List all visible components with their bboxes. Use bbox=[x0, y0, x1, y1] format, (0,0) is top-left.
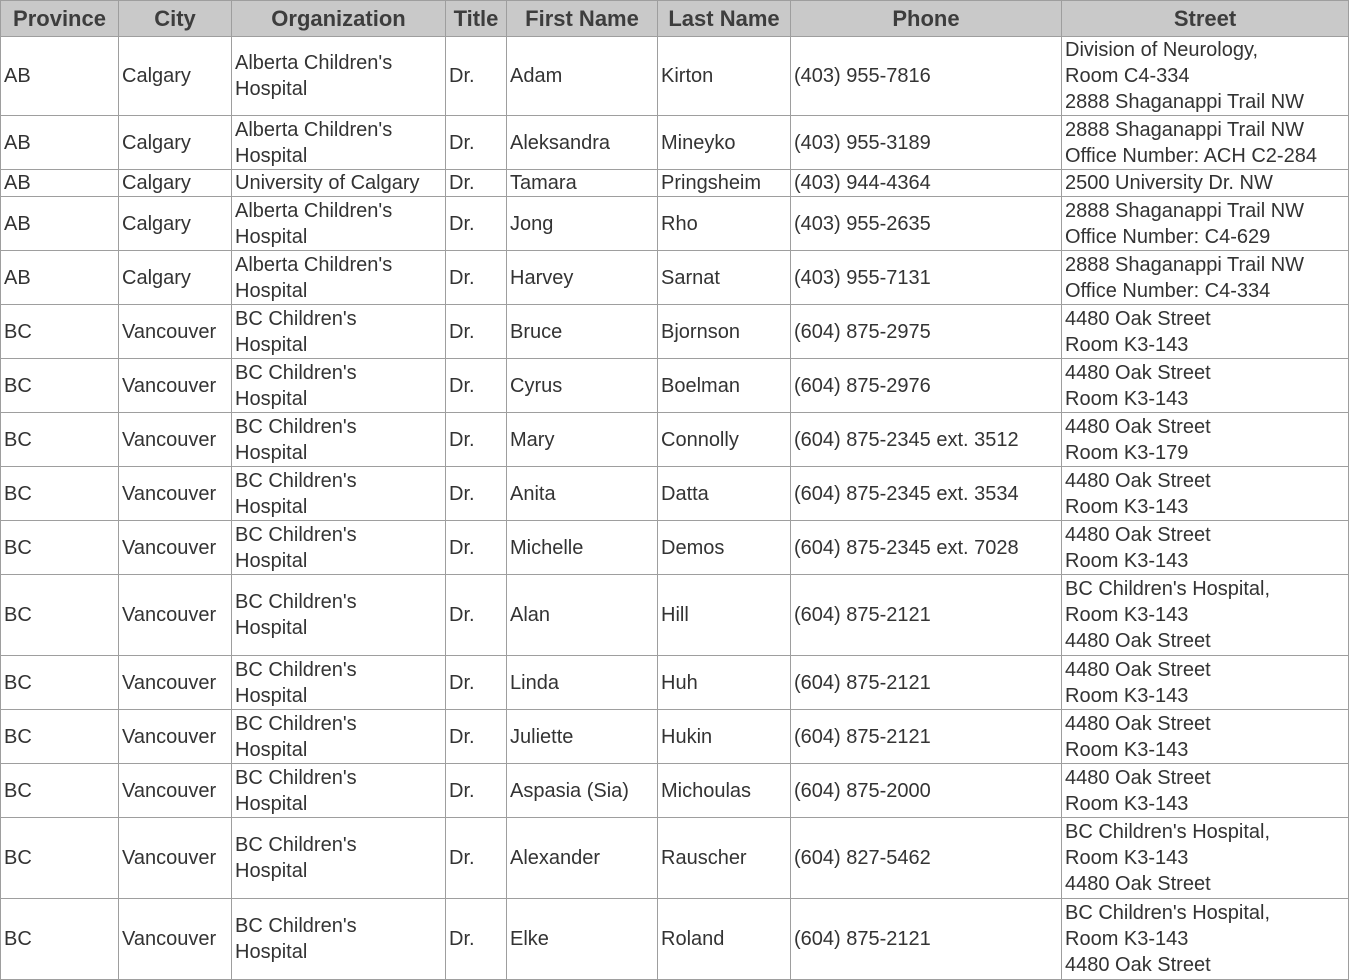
last-name-cell: Rauscher bbox=[658, 818, 791, 899]
last-name-cell: Hukin bbox=[658, 710, 791, 764]
phone-cell: (604) 875-2000 bbox=[791, 764, 1062, 818]
city-cell: Vancouver bbox=[119, 575, 232, 656]
table-row[interactable] bbox=[1, 359, 1349, 413]
first-name-cell: Bruce bbox=[507, 305, 658, 359]
phone-cell: (604) 875-2976 bbox=[791, 359, 1062, 413]
table-body bbox=[1, 37, 1349, 980]
province-cell: AB bbox=[1, 197, 119, 251]
city-cell: Vancouver bbox=[119, 710, 232, 764]
last-name-cell: Roland bbox=[658, 899, 791, 980]
city-cell: Calgary bbox=[119, 251, 232, 305]
city-cell: Vancouver bbox=[119, 467, 232, 521]
last-name-cell: Connolly bbox=[658, 413, 791, 467]
phone-cell: (403) 955-7131 bbox=[791, 251, 1062, 305]
phone-cell: (604) 875-2345 ext. 7028 bbox=[791, 521, 1062, 575]
title-cell: Dr. bbox=[446, 467, 507, 521]
table-row[interactable] bbox=[1, 656, 1349, 710]
street-cell: 4480 Oak Street Room K3-143 bbox=[1062, 521, 1349, 575]
city-cell: Vancouver bbox=[119, 818, 232, 899]
table-row[interactable] bbox=[1, 575, 1349, 656]
title-cell: Dr. bbox=[446, 899, 507, 980]
organization-cell: BC Children's Hospital bbox=[232, 413, 446, 467]
title-cell: Dr. bbox=[446, 521, 507, 575]
column-header-province[interactable]: Province bbox=[1, 1, 119, 37]
last-name-cell: Bjornson bbox=[658, 305, 791, 359]
table-row[interactable] bbox=[1, 710, 1349, 764]
street-cell: BC Children's Hospital, Room K3-143 4480 Oak Street bbox=[1062, 818, 1349, 899]
table-row[interactable] bbox=[1, 467, 1349, 521]
title-cell: Dr. bbox=[446, 251, 507, 305]
province-cell: AB bbox=[1, 170, 119, 197]
first-name-cell: Tamara bbox=[507, 170, 658, 197]
table-row[interactable] bbox=[1, 818, 1349, 899]
phone-cell: (403) 955-2635 bbox=[791, 197, 1062, 251]
organization-cell: Alberta Children's Hospital bbox=[232, 116, 446, 170]
title-cell: Dr. bbox=[446, 710, 507, 764]
street-cell: Division of Neurology, Room C4-334 2888 Shaganappi Trail NW bbox=[1062, 37, 1349, 116]
table-row[interactable] bbox=[1, 413, 1349, 467]
title-cell: Dr. bbox=[446, 170, 507, 197]
table-row[interactable] bbox=[1, 37, 1349, 116]
first-name-cell: Michelle bbox=[507, 521, 658, 575]
street-cell: BC Children's Hospital, Room K3-143 4480 Oak Street bbox=[1062, 575, 1349, 656]
street-cell: 4480 Oak Street Room K3-143 bbox=[1062, 656, 1349, 710]
title-cell: Dr. bbox=[446, 818, 507, 899]
city-cell: Vancouver bbox=[119, 305, 232, 359]
phone-cell: (604) 875-2121 bbox=[791, 656, 1062, 710]
last-name-cell: Boelman bbox=[658, 359, 791, 413]
organization-cell: BC Children's Hospital bbox=[232, 656, 446, 710]
street-cell: 4480 Oak Street Room K3-143 bbox=[1062, 764, 1349, 818]
last-name-cell: Sarnat bbox=[658, 251, 791, 305]
city-cell: Vancouver bbox=[119, 656, 232, 710]
organization-cell: BC Children's Hospital bbox=[232, 818, 446, 899]
phone-cell: (604) 875-2975 bbox=[791, 305, 1062, 359]
phone-cell: (604) 875-2345 ext. 3512 bbox=[791, 413, 1062, 467]
organization-cell: BC Children's Hospital bbox=[232, 359, 446, 413]
table-row[interactable] bbox=[1, 764, 1349, 818]
table-row[interactable] bbox=[1, 305, 1349, 359]
table-row[interactable] bbox=[1, 197, 1349, 251]
organization-cell: BC Children's Hospital bbox=[232, 521, 446, 575]
phone-cell: (403) 955-7816 bbox=[791, 37, 1062, 116]
province-cell: BC bbox=[1, 656, 119, 710]
column-header-title[interactable]: Title bbox=[446, 1, 507, 37]
street-cell: 4480 Oak Street Room K3-143 bbox=[1062, 359, 1349, 413]
city-cell: Vancouver bbox=[119, 359, 232, 413]
last-name-cell: Huh bbox=[658, 656, 791, 710]
street-cell: 2888 Shaganappi Trail NW Office Number: C4-629 bbox=[1062, 197, 1349, 251]
province-cell: AB bbox=[1, 116, 119, 170]
organization-cell: BC Children's Hospital bbox=[232, 710, 446, 764]
first-name-cell: Cyrus bbox=[507, 359, 658, 413]
first-name-cell: Alexander bbox=[507, 818, 658, 899]
header-row bbox=[1, 1, 1349, 37]
street-cell: 4480 Oak Street Room K3-143 bbox=[1062, 467, 1349, 521]
organization-cell: BC Children's Hospital bbox=[232, 467, 446, 521]
city-cell: Calgary bbox=[119, 170, 232, 197]
street-cell: 4480 Oak Street Room K3-143 bbox=[1062, 710, 1349, 764]
column-header-organization[interactable]: Organization bbox=[232, 1, 446, 37]
last-name-cell: Hill bbox=[658, 575, 791, 656]
city-cell: Vancouver bbox=[119, 413, 232, 467]
last-name-cell: Demos bbox=[658, 521, 791, 575]
city-cell: Vancouver bbox=[119, 764, 232, 818]
street-cell: 4480 Oak Street Room K3-179 bbox=[1062, 413, 1349, 467]
last-name-cell: Pringsheim bbox=[658, 170, 791, 197]
city-cell: Calgary bbox=[119, 197, 232, 251]
last-name-cell: Michoulas bbox=[658, 764, 791, 818]
province-cell: AB bbox=[1, 251, 119, 305]
street-cell: 4480 Oak Street Room K3-143 bbox=[1062, 305, 1349, 359]
title-cell: Dr. bbox=[446, 305, 507, 359]
first-name-cell: Harvey bbox=[507, 251, 658, 305]
organization-cell: Alberta Children's Hospital bbox=[232, 37, 446, 116]
last-name-cell: Datta bbox=[658, 467, 791, 521]
title-cell: Dr. bbox=[446, 359, 507, 413]
first-name-cell: Linda bbox=[507, 656, 658, 710]
organization-cell: BC Children's Hospital bbox=[232, 764, 446, 818]
last-name-cell: Rho bbox=[658, 197, 791, 251]
first-name-cell: Aspasia (Sia) bbox=[507, 764, 658, 818]
table-row[interactable] bbox=[1, 170, 1349, 197]
first-name-cell: Mary bbox=[507, 413, 658, 467]
title-cell: Dr. bbox=[446, 116, 507, 170]
table-row[interactable] bbox=[1, 116, 1349, 170]
column-header-first-name[interactable]: First Name bbox=[507, 1, 658, 37]
province-cell: BC bbox=[1, 467, 119, 521]
street-cell: BC Children's Hospital, Room K3-143 4480 Oak Street bbox=[1062, 899, 1349, 980]
organization-cell: Alberta Children's Hospital bbox=[232, 197, 446, 251]
city-cell: Vancouver bbox=[119, 899, 232, 980]
province-cell: BC bbox=[1, 764, 119, 818]
province-cell: BC bbox=[1, 305, 119, 359]
street-cell: 2888 Shaganappi Trail NW Office Number: C4-334 bbox=[1062, 251, 1349, 305]
phone-cell: (604) 875-2121 bbox=[791, 710, 1062, 764]
province-cell: BC bbox=[1, 413, 119, 467]
column-header-street[interactable]: Street bbox=[1062, 1, 1349, 37]
phone-cell: (403) 955-3189 bbox=[791, 116, 1062, 170]
province-cell: BC bbox=[1, 899, 119, 980]
table-row[interactable] bbox=[1, 521, 1349, 575]
phone-cell: (604) 827-5462 bbox=[791, 818, 1062, 899]
column-header-city[interactable]: City bbox=[119, 1, 232, 37]
organization-cell: BC Children's Hospital bbox=[232, 575, 446, 656]
table-row[interactable] bbox=[1, 899, 1349, 980]
province-cell: BC bbox=[1, 521, 119, 575]
first-name-cell: Anita bbox=[507, 467, 658, 521]
first-name-cell: Alan bbox=[507, 575, 658, 656]
city-cell: Vancouver bbox=[119, 521, 232, 575]
table-row[interactable] bbox=[1, 251, 1349, 305]
organization-cell: BC Children's Hospital bbox=[232, 305, 446, 359]
first-name-cell: Juliette bbox=[507, 710, 658, 764]
province-cell: BC bbox=[1, 710, 119, 764]
street-cell: 2888 Shaganappi Trail NW Office Number: ACH C2-284 bbox=[1062, 116, 1349, 170]
last-name-cell: Mineyko bbox=[658, 116, 791, 170]
street-cell: 2500 University Dr. NW bbox=[1062, 170, 1349, 197]
phone-cell: (604) 875-2345 ext. 3534 bbox=[791, 467, 1062, 521]
title-cell: Dr. bbox=[446, 656, 507, 710]
phone-cell: (403) 944-4364 bbox=[791, 170, 1062, 197]
city-cell: Calgary bbox=[119, 116, 232, 170]
first-name-cell: Adam bbox=[507, 37, 658, 116]
phone-cell: (604) 875-2121 bbox=[791, 575, 1062, 656]
column-header-last-name[interactable]: Last Name bbox=[658, 1, 791, 37]
province-cell: BC bbox=[1, 818, 119, 899]
province-cell: BC bbox=[1, 575, 119, 656]
province-cell: BC bbox=[1, 359, 119, 413]
organization-cell: BC Children's Hospital bbox=[232, 899, 446, 980]
title-cell: Dr. bbox=[446, 575, 507, 656]
title-cell: Dr. bbox=[446, 37, 507, 116]
last-name-cell: Kirton bbox=[658, 37, 791, 116]
first-name-cell: Elke bbox=[507, 899, 658, 980]
title-cell: Dr. bbox=[446, 764, 507, 818]
organization-cell: University of Calgary bbox=[232, 170, 446, 197]
column-header-phone[interactable]: Phone bbox=[791, 1, 1062, 37]
province-cell: AB bbox=[1, 37, 119, 116]
organization-cell: Alberta Children's Hospital bbox=[232, 251, 446, 305]
title-cell: Dr. bbox=[446, 413, 507, 467]
first-name-cell: Aleksandra bbox=[507, 116, 658, 170]
phone-cell: (604) 875-2121 bbox=[791, 899, 1062, 980]
first-name-cell: Jong bbox=[507, 197, 658, 251]
title-cell: Dr. bbox=[446, 197, 507, 251]
city-cell: Calgary bbox=[119, 37, 232, 116]
